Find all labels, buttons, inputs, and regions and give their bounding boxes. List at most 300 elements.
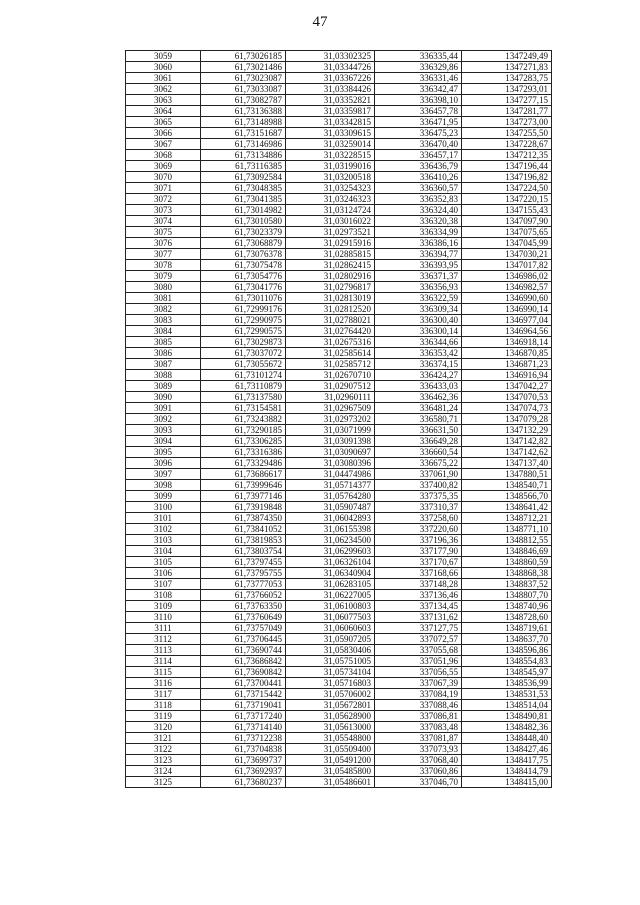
latitude-cell: 61,73014982 [201, 205, 286, 216]
longitude-cell: 31,05485800 [286, 766, 375, 777]
latitude-cell: 61,73134886 [201, 150, 286, 161]
latitude-cell: 61,72990575 [201, 326, 286, 337]
point-number-cell: 3085 [126, 337, 201, 348]
x-coordinate-cell: 336309,34 [375, 304, 462, 315]
point-number-cell: 3084 [126, 326, 201, 337]
longitude-cell: 31,05486601 [286, 777, 375, 788]
y-coordinate-cell: 1347155,43 [462, 205, 552, 216]
x-coordinate-cell: 337400,82 [375, 480, 462, 491]
longitude-cell: 31,03071999 [286, 425, 375, 436]
longitude-cell: 31,03124724 [286, 205, 375, 216]
table-row [126, 348, 552, 359]
table-row [126, 183, 552, 194]
latitude-cell: 61,73692937 [201, 766, 286, 777]
table-row [126, 425, 552, 436]
y-coordinate-cell: 1348868,38 [462, 568, 552, 579]
x-coordinate-cell: 336335,44 [375, 51, 462, 62]
table-row [126, 62, 552, 73]
y-coordinate-cell: 1348837,52 [462, 579, 552, 590]
table-row [126, 601, 552, 612]
longitude-cell: 31,03384426 [286, 84, 375, 95]
y-coordinate-cell: 1348540,71 [462, 480, 552, 491]
table-row [126, 700, 552, 711]
longitude-cell: 31,02967509 [286, 403, 375, 414]
y-coordinate-cell: 1348596,86 [462, 645, 552, 656]
longitude-cell: 31,06060603 [286, 623, 375, 634]
x-coordinate-cell: 336475,23 [375, 128, 462, 139]
point-number-cell: 3122 [126, 744, 201, 755]
latitude-cell: 61,73023379 [201, 227, 286, 238]
latitude-cell: 61,73795755 [201, 568, 286, 579]
x-coordinate-cell: 336394,77 [375, 249, 462, 260]
latitude-cell: 61,73010580 [201, 216, 286, 227]
latitude-cell: 61,73026185 [201, 51, 286, 62]
y-coordinate-cell: 1348482,36 [462, 722, 552, 733]
latitude-cell: 61,73841052 [201, 524, 286, 535]
x-coordinate-cell: 336356,93 [375, 282, 462, 293]
latitude-cell: 61,73999646 [201, 480, 286, 491]
longitude-cell: 31,03254323 [286, 183, 375, 194]
x-coordinate-cell: 336300,40 [375, 315, 462, 326]
x-coordinate-cell: 337310,37 [375, 502, 462, 513]
point-number-cell: 3090 [126, 392, 201, 403]
table-row [126, 524, 552, 535]
y-coordinate-cell: 1346986,02 [462, 271, 552, 282]
longitude-cell: 31,03352821 [286, 95, 375, 106]
latitude-cell: 61,73243882 [201, 414, 286, 425]
table-row [126, 304, 552, 315]
y-coordinate-cell: 1348771,10 [462, 524, 552, 535]
coordinates-table [125, 50, 552, 788]
table-row [126, 612, 552, 623]
longitude-cell: 31,06299603 [286, 546, 375, 557]
x-coordinate-cell: 337056,55 [375, 667, 462, 678]
latitude-cell: 61,73137580 [201, 392, 286, 403]
longitude-cell: 31,06227005 [286, 590, 375, 601]
y-coordinate-cell: 1347283,75 [462, 73, 552, 84]
longitude-cell: 31,06100803 [286, 601, 375, 612]
x-coordinate-cell: 337136,46 [375, 590, 462, 601]
y-coordinate-cell: 1347074,73 [462, 403, 552, 414]
x-coordinate-cell: 337168,66 [375, 568, 462, 579]
y-coordinate-cell: 1348490,81 [462, 711, 552, 722]
x-coordinate-cell: 337068,40 [375, 755, 462, 766]
latitude-cell: 61,73023087 [201, 73, 286, 84]
longitude-cell: 31,04474986 [286, 469, 375, 480]
table-row [126, 513, 552, 524]
latitude-cell: 61,73777053 [201, 579, 286, 590]
point-number-cell: 3112 [126, 634, 201, 645]
y-coordinate-cell: 1346918,14 [462, 337, 552, 348]
point-number-cell: 3063 [126, 95, 201, 106]
y-coordinate-cell: 1348448,40 [462, 733, 552, 744]
x-coordinate-cell: 337127,75 [375, 623, 462, 634]
x-coordinate-cell: 337051,96 [375, 656, 462, 667]
latitude-cell: 61,73874350 [201, 513, 286, 524]
y-coordinate-cell: 1348531,53 [462, 689, 552, 700]
table-row [126, 95, 552, 106]
point-number-cell: 3092 [126, 414, 201, 425]
y-coordinate-cell: 1347196,82 [462, 172, 552, 183]
x-coordinate-cell: 337073,93 [375, 744, 462, 755]
y-coordinate-cell: 1347281,77 [462, 106, 552, 117]
table-row [126, 502, 552, 513]
point-number-cell: 3117 [126, 689, 201, 700]
longitude-cell: 31,03228515 [286, 150, 375, 161]
longitude-cell: 31,02812520 [286, 304, 375, 315]
longitude-cell: 31,03344726 [286, 62, 375, 73]
x-coordinate-cell: 336457,78 [375, 106, 462, 117]
table-row [126, 722, 552, 733]
point-number-cell: 3114 [126, 656, 201, 667]
point-number-cell: 3064 [126, 106, 201, 117]
point-number-cell: 3111 [126, 623, 201, 634]
y-coordinate-cell: 1347017,82 [462, 260, 552, 271]
latitude-cell: 61,73757049 [201, 623, 286, 634]
y-coordinate-cell: 1346964,56 [462, 326, 552, 337]
latitude-cell: 61,73316386 [201, 447, 286, 458]
point-number-cell: 3098 [126, 480, 201, 491]
table-row [126, 546, 552, 557]
x-coordinate-cell: 337084,19 [375, 689, 462, 700]
point-number-cell: 3095 [126, 447, 201, 458]
x-coordinate-cell: 336481,24 [375, 403, 462, 414]
longitude-cell: 31,05734104 [286, 667, 375, 678]
point-number-cell: 3100 [126, 502, 201, 513]
x-coordinate-cell: 336322,59 [375, 293, 462, 304]
x-coordinate-cell: 336436,79 [375, 161, 462, 172]
table-row [126, 128, 552, 139]
latitude-cell: 61,73760649 [201, 612, 286, 623]
x-coordinate-cell: 337086,81 [375, 711, 462, 722]
longitude-cell: 31,03246323 [286, 194, 375, 205]
point-number-cell: 3062 [126, 84, 201, 95]
longitude-cell: 31,06340904 [286, 568, 375, 579]
x-coordinate-cell: 337375,35 [375, 491, 462, 502]
y-coordinate-cell: 1348846,69 [462, 546, 552, 557]
table-row [126, 359, 552, 370]
x-coordinate-cell: 336324,40 [375, 205, 462, 216]
x-coordinate-cell: 336371,37 [375, 271, 462, 282]
x-coordinate-cell: 336580,71 [375, 414, 462, 425]
longitude-cell: 31,05548800 [286, 733, 375, 744]
x-coordinate-cell: 336393,95 [375, 260, 462, 271]
x-coordinate-cell: 337072,57 [375, 634, 462, 645]
longitude-cell: 31,03091398 [286, 436, 375, 447]
y-coordinate-cell: 1348812,55 [462, 535, 552, 546]
latitude-cell: 61,72999176 [201, 304, 286, 315]
latitude-cell: 61,73101274 [201, 370, 286, 381]
longitude-cell: 31,06234500 [286, 535, 375, 546]
y-coordinate-cell: 1347045,99 [462, 238, 552, 249]
point-number-cell: 3068 [126, 150, 201, 161]
y-coordinate-cell: 1348807,70 [462, 590, 552, 601]
table-row [126, 469, 552, 480]
point-number-cell: 3097 [126, 469, 201, 480]
latitude-cell: 61,73977146 [201, 491, 286, 502]
table-row [126, 656, 552, 667]
longitude-cell: 31,05706002 [286, 689, 375, 700]
table-row [126, 689, 552, 700]
x-coordinate-cell: 336386,16 [375, 238, 462, 249]
longitude-cell: 31,02973521 [286, 227, 375, 238]
x-coordinate-cell: 337060,86 [375, 766, 462, 777]
table-row [126, 447, 552, 458]
y-coordinate-cell: 1346870,85 [462, 348, 552, 359]
y-coordinate-cell: 1348536,99 [462, 678, 552, 689]
y-coordinate-cell: 1347137,40 [462, 458, 552, 469]
latitude-cell: 61,73116385 [201, 161, 286, 172]
latitude-cell: 61,73686842 [201, 656, 286, 667]
table-row [126, 194, 552, 205]
table-row [126, 755, 552, 766]
table-row [126, 403, 552, 414]
y-coordinate-cell: 1347079,28 [462, 414, 552, 425]
x-coordinate-cell: 337067,39 [375, 678, 462, 689]
y-coordinate-cell: 1347224,50 [462, 183, 552, 194]
point-number-cell: 3059 [126, 51, 201, 62]
table-row [126, 634, 552, 645]
table-row [126, 326, 552, 337]
y-coordinate-cell: 1348545,97 [462, 667, 552, 678]
table-row [126, 777, 552, 788]
latitude-cell: 61,73154581 [201, 403, 286, 414]
latitude-cell: 61,73048385 [201, 183, 286, 194]
longitude-cell: 31,05907487 [286, 502, 375, 513]
x-coordinate-cell: 337134,45 [375, 601, 462, 612]
longitude-cell: 31,02915916 [286, 238, 375, 249]
x-coordinate-cell: 337177,90 [375, 546, 462, 557]
latitude-cell: 61,73037072 [201, 348, 286, 359]
table-row [126, 568, 552, 579]
table-row [126, 249, 552, 260]
longitude-cell: 31,05764280 [286, 491, 375, 502]
y-coordinate-cell: 1347880,51 [462, 469, 552, 480]
y-coordinate-cell: 1348554,83 [462, 656, 552, 667]
longitude-cell: 31,03359817 [286, 106, 375, 117]
latitude-cell: 61,73148988 [201, 117, 286, 128]
latitude-cell: 61,73763350 [201, 601, 286, 612]
latitude-cell: 61,73680237 [201, 777, 286, 788]
x-coordinate-cell: 337081,87 [375, 733, 462, 744]
point-number-cell: 3116 [126, 678, 201, 689]
point-number-cell: 3066 [126, 128, 201, 139]
page-number: 47 [312, 14, 328, 30]
table-row [126, 590, 552, 601]
x-coordinate-cell: 336457,17 [375, 150, 462, 161]
longitude-cell: 31,05830406 [286, 645, 375, 656]
point-number-cell: 3121 [126, 733, 201, 744]
x-coordinate-cell: 336344,66 [375, 337, 462, 348]
latitude-cell: 61,73146986 [201, 139, 286, 150]
y-coordinate-cell: 1348637,70 [462, 634, 552, 645]
latitude-cell: 61,73714140 [201, 722, 286, 733]
latitude-cell: 61,73717240 [201, 711, 286, 722]
table-row [126, 645, 552, 656]
longitude-cell: 31,02585712 [286, 359, 375, 370]
longitude-cell: 31,06155398 [286, 524, 375, 535]
latitude-cell: 61,73700441 [201, 678, 286, 689]
table-row [126, 744, 552, 755]
x-coordinate-cell: 337088,46 [375, 700, 462, 711]
point-number-cell: 3118 [126, 700, 201, 711]
table-row [126, 227, 552, 238]
point-number-cell: 3069 [126, 161, 201, 172]
table-row [126, 678, 552, 689]
y-coordinate-cell: 1347277,15 [462, 95, 552, 106]
point-number-cell: 3124 [126, 766, 201, 777]
longitude-cell: 31,03259014 [286, 139, 375, 150]
point-number-cell: 3105 [126, 557, 201, 568]
longitude-cell: 31,02885815 [286, 249, 375, 260]
longitude-cell: 31,02788021 [286, 315, 375, 326]
x-coordinate-cell: 337258,60 [375, 513, 462, 524]
table-row [126, 491, 552, 502]
point-number-cell: 3065 [126, 117, 201, 128]
latitude-cell: 61,73110879 [201, 381, 286, 392]
point-number-cell: 3115 [126, 667, 201, 678]
x-coordinate-cell: 336300,14 [375, 326, 462, 337]
latitude-cell: 61,73029873 [201, 337, 286, 348]
longitude-cell: 31,03080396 [286, 458, 375, 469]
y-coordinate-cell: 1348414,79 [462, 766, 552, 777]
table-row [126, 161, 552, 172]
y-coordinate-cell: 1348740,96 [462, 601, 552, 612]
point-number-cell: 3078 [126, 260, 201, 271]
latitude-cell: 61,73690842 [201, 667, 286, 678]
latitude-cell: 61,73306285 [201, 436, 286, 447]
longitude-cell: 31,02675316 [286, 337, 375, 348]
x-coordinate-cell: 336660,54 [375, 447, 462, 458]
longitude-cell: 31,02973202 [286, 414, 375, 425]
point-number-cell: 3072 [126, 194, 201, 205]
y-coordinate-cell: 1347132,29 [462, 425, 552, 436]
x-coordinate-cell: 336353,42 [375, 348, 462, 359]
point-number-cell: 3096 [126, 458, 201, 469]
y-coordinate-cell: 1347212,35 [462, 150, 552, 161]
y-coordinate-cell: 1346982,57 [462, 282, 552, 293]
latitude-cell: 61,73041776 [201, 282, 286, 293]
table-row [126, 370, 552, 381]
longitude-cell: 31,05491200 [286, 755, 375, 766]
longitude-cell: 31,05509400 [286, 744, 375, 755]
y-coordinate-cell: 1346916,94 [462, 370, 552, 381]
y-coordinate-cell: 1347097,90 [462, 216, 552, 227]
latitude-cell: 61,73068879 [201, 238, 286, 249]
y-coordinate-cell: 1347196,44 [462, 161, 552, 172]
point-number-cell: 3080 [126, 282, 201, 293]
table-row [126, 711, 552, 722]
y-coordinate-cell: 1348514,04 [462, 700, 552, 711]
point-number-cell: 3099 [126, 491, 201, 502]
x-coordinate-cell: 336374,15 [375, 359, 462, 370]
longitude-cell: 31,05907205 [286, 634, 375, 645]
coordinates-table-body [126, 51, 552, 788]
table-row [126, 579, 552, 590]
longitude-cell: 31,05613000 [286, 722, 375, 733]
latitude-cell: 61,73033087 [201, 84, 286, 95]
latitude-cell: 61,72990975 [201, 315, 286, 326]
longitude-cell: 31,02764420 [286, 326, 375, 337]
latitude-cell: 61,73797455 [201, 557, 286, 568]
x-coordinate-cell: 336329,86 [375, 62, 462, 73]
point-number-cell: 3089 [126, 381, 201, 392]
table-row [126, 271, 552, 282]
point-number-cell: 3073 [126, 205, 201, 216]
latitude-cell: 61,73715442 [201, 689, 286, 700]
longitude-cell: 31,06077503 [286, 612, 375, 623]
y-coordinate-cell: 1346990,60 [462, 293, 552, 304]
latitude-cell: 61,73803754 [201, 546, 286, 557]
point-number-cell: 3104 [126, 546, 201, 557]
table-row [126, 293, 552, 304]
longitude-cell: 31,02813019 [286, 293, 375, 304]
table-row [126, 392, 552, 403]
latitude-cell: 61,73712238 [201, 733, 286, 744]
y-coordinate-cell: 1347142,82 [462, 436, 552, 447]
y-coordinate-cell: 1346990,14 [462, 304, 552, 315]
table-row [126, 150, 552, 161]
point-number-cell: 3067 [126, 139, 201, 150]
point-number-cell: 3061 [126, 73, 201, 84]
x-coordinate-cell: 337046,70 [375, 777, 462, 788]
table-row [126, 458, 552, 469]
y-coordinate-cell: 1347255,50 [462, 128, 552, 139]
point-number-cell: 3070 [126, 172, 201, 183]
y-coordinate-cell: 1348860,59 [462, 557, 552, 568]
table-row [126, 557, 552, 568]
x-coordinate-cell: 336433,03 [375, 381, 462, 392]
point-number-cell: 3087 [126, 359, 201, 370]
y-coordinate-cell: 1347075,65 [462, 227, 552, 238]
table-row [126, 667, 552, 678]
x-coordinate-cell: 336398,10 [375, 95, 462, 106]
x-coordinate-cell: 337196,36 [375, 535, 462, 546]
table-row [126, 106, 552, 117]
point-number-cell: 3106 [126, 568, 201, 579]
point-number-cell: 3091 [126, 403, 201, 414]
latitude-cell: 61,73690744 [201, 645, 286, 656]
table-row [126, 315, 552, 326]
y-coordinate-cell: 1348417,75 [462, 755, 552, 766]
point-number-cell: 3107 [126, 579, 201, 590]
y-coordinate-cell: 1347142,62 [462, 447, 552, 458]
longitude-cell: 31,05714377 [286, 480, 375, 491]
y-coordinate-cell: 1347070,53 [462, 392, 552, 403]
latitude-cell: 61,73021486 [201, 62, 286, 73]
x-coordinate-cell: 336334,99 [375, 227, 462, 238]
y-coordinate-cell: 1348719,61 [462, 623, 552, 634]
y-coordinate-cell: 1346871,23 [462, 359, 552, 370]
latitude-cell: 61,73076378 [201, 249, 286, 260]
point-number-cell: 3123 [126, 755, 201, 766]
latitude-cell: 61,73082787 [201, 95, 286, 106]
y-coordinate-cell: 1347293,01 [462, 84, 552, 95]
x-coordinate-cell: 336471,95 [375, 117, 462, 128]
y-coordinate-cell: 1348641,42 [462, 502, 552, 513]
longitude-cell: 31,03090697 [286, 447, 375, 458]
table-row [126, 172, 552, 183]
point-number-cell: 3102 [126, 524, 201, 535]
longitude-cell: 31,05751005 [286, 656, 375, 667]
point-number-cell: 3125 [126, 777, 201, 788]
table-row [126, 117, 552, 128]
point-number-cell: 3108 [126, 590, 201, 601]
x-coordinate-cell: 337220,60 [375, 524, 462, 535]
x-coordinate-cell: 337083,48 [375, 722, 462, 733]
longitude-cell: 31,02862415 [286, 260, 375, 271]
longitude-cell: 31,03309615 [286, 128, 375, 139]
